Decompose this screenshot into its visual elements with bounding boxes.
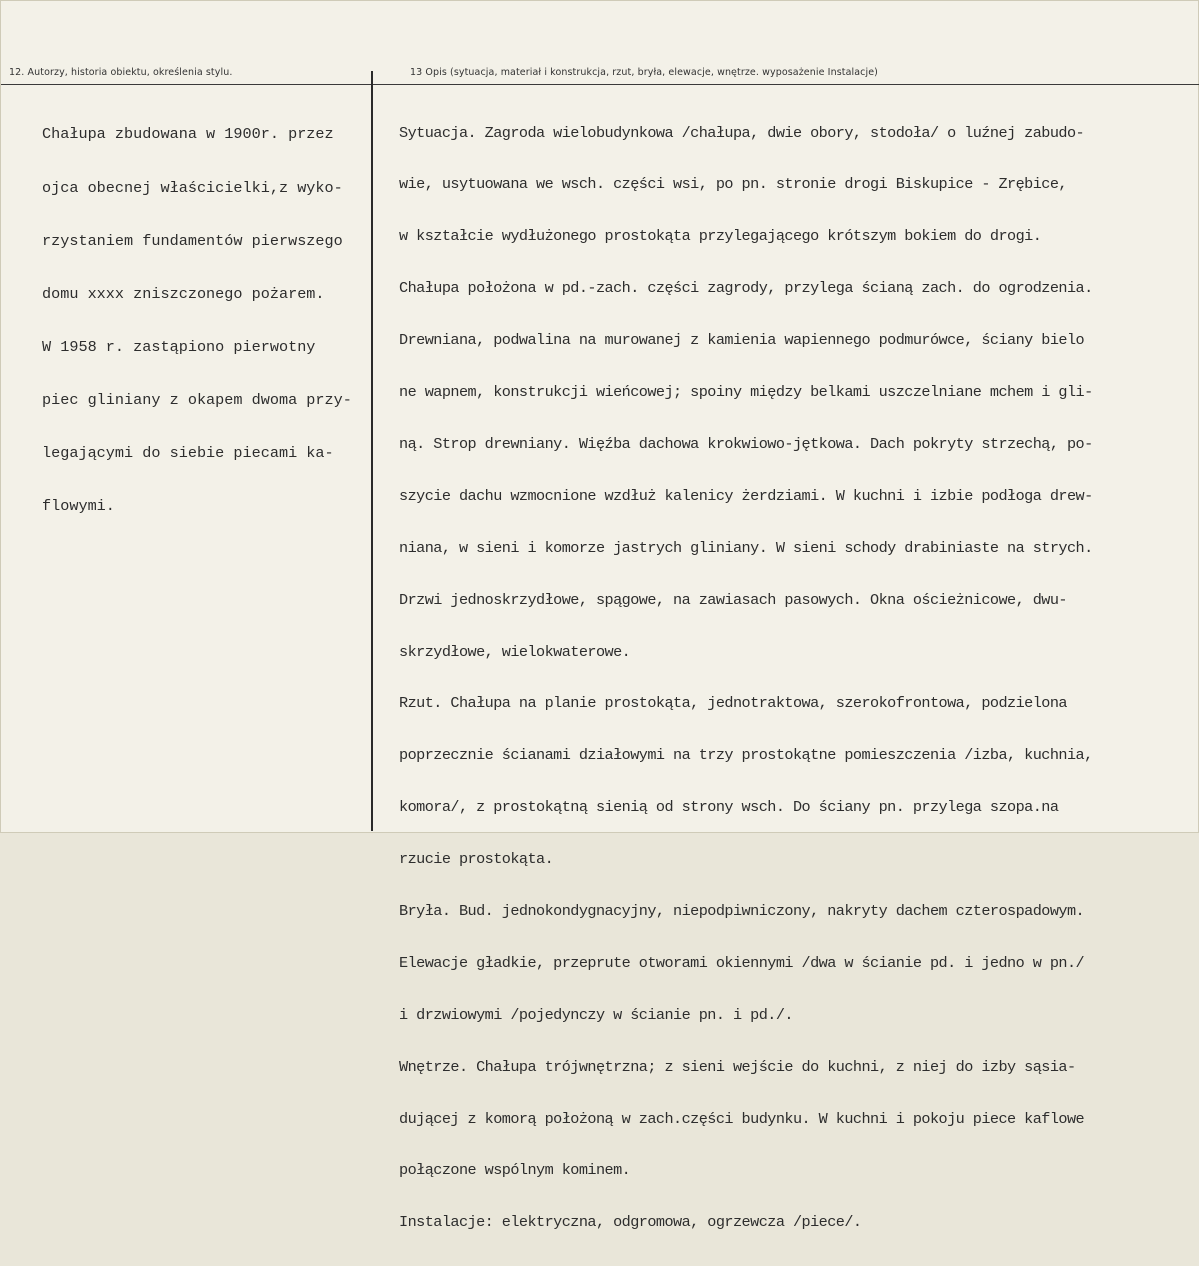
- description-line: szycie dachu wzmocnione wzdłuż kalenicy żerdziami. W kuchni i izbie podłoga drew-: [399, 486, 1093, 505]
- description-line: Bryła. Bud. jednokondygnacyjny, niepodpiwniczony, nakryty dachem czterospadowym.: [399, 901, 1085, 920]
- section-12-header: 12. Autorzy, historia obiektu, określenia stylu.: [9, 67, 233, 78]
- description-line: poprzecznie ścianami działowymi na trzy prostokątne pomieszczenia /izba, kuchnia,: [399, 746, 1093, 765]
- history-line: domu xxxx zniszczonego pożarem.: [42, 284, 325, 303]
- header-rule: [1, 84, 1199, 85]
- column-divider: [371, 71, 373, 831]
- history-line: rzystaniem fundamentów pierwszego: [42, 231, 343, 250]
- history-line: flowymi.: [42, 497, 115, 516]
- history-line: piec gliniany z okapem dwoma przy-: [42, 390, 352, 409]
- description-line: ne wapnem, konstrukcji wieńcowej; spoiny między belkami uszczelniane mchem i gli-: [399, 383, 1093, 402]
- description-text-block: [399, 90, 1093, 1266]
- description-line: rzucie prostokąta.: [399, 850, 554, 869]
- description-line: dującej z komorą położoną w zach.części budynku. W kuchni i pokoju piece kaflowe: [399, 1109, 1085, 1128]
- section-13-header: 13 Opis (sytuacja, materiał i konstrukcja, rzut, bryła, elewacje, wnętrze. wyposażenie Instalacje): [410, 67, 878, 78]
- description-line: Drzwi jednoskrzydłowe, spągowe, na zawiasach pasowych. Okna ościeżnicowe, dwu-: [399, 590, 1067, 609]
- description-line: Drewniana, podwalina na murowanej z kamienia wapiennego podmurówce, ściany bielo: [399, 331, 1085, 350]
- history-line: ojca obecnej właścicielki,z wyko-: [42, 178, 343, 197]
- description-line: Sytuacja. Zagroda wielobudynkowa /chałupa, dwie obory, stodoła/ o luźnej zabudo-: [399, 123, 1085, 142]
- description-line: połączone wspólnym kominem.: [399, 1161, 631, 1180]
- description-line: ną. Strop drewniany. Więźba dachowa krokwiowo-jętkowa. Dach pokryty strzechą, po-: [399, 434, 1093, 453]
- description-line: i drzwiowymi /pojedynczy w ścianie pn. i pd./.: [399, 1005, 793, 1024]
- description-line: Instalacje: elektryczna, odgromowa, ogrzewcza /piece/.: [399, 1213, 862, 1232]
- description-line: wie, usytuowana we wsch. części wsi, po pn. stronie drogi Biskupice - Zrębice,: [399, 175, 1067, 194]
- description-line: w kształcie wydłużonego prostokąta przylegającego krótszym bokiem do drogi.: [399, 227, 1042, 246]
- description-line: komora/, z prostokątną sienią od strony wsch. Do ściany pn. przylega szopa.na: [399, 798, 1059, 817]
- description-line: Elewacje gładkie, przeprute otworami okiennymi /dwa w ścianie pd. i jedno w pn./: [399, 953, 1085, 972]
- description-line: Rzut. Chałupa na planie prostokąta, jednotraktowa, szerokofrontowa, podzielona: [399, 694, 1067, 713]
- history-line: W 1958 r. zastąpiono pierwotny: [42, 337, 316, 356]
- history-line: legającymi do siebie piecami ka-: [42, 444, 334, 463]
- description-line: Wnętrze. Chałupa trójwnętrzna; z sieni wejście do kuchni, z niej do izby sąsia-: [399, 1057, 1076, 1076]
- history-text-block: [42, 91, 352, 551]
- history-line: Chałupa zbudowana w 1900r. przez: [42, 125, 334, 144]
- description-line: Chałupa położona w pd.-zach. części zagrody, przylega ścianą zach. do ogrodzenia.: [399, 279, 1093, 298]
- description-line: niana, w sieni i komorze jastrych gliniany. W sieni schody drabiniaste na strych.: [399, 538, 1093, 557]
- description-line: skrzydłowe, wielokwaterowe.: [399, 642, 631, 661]
